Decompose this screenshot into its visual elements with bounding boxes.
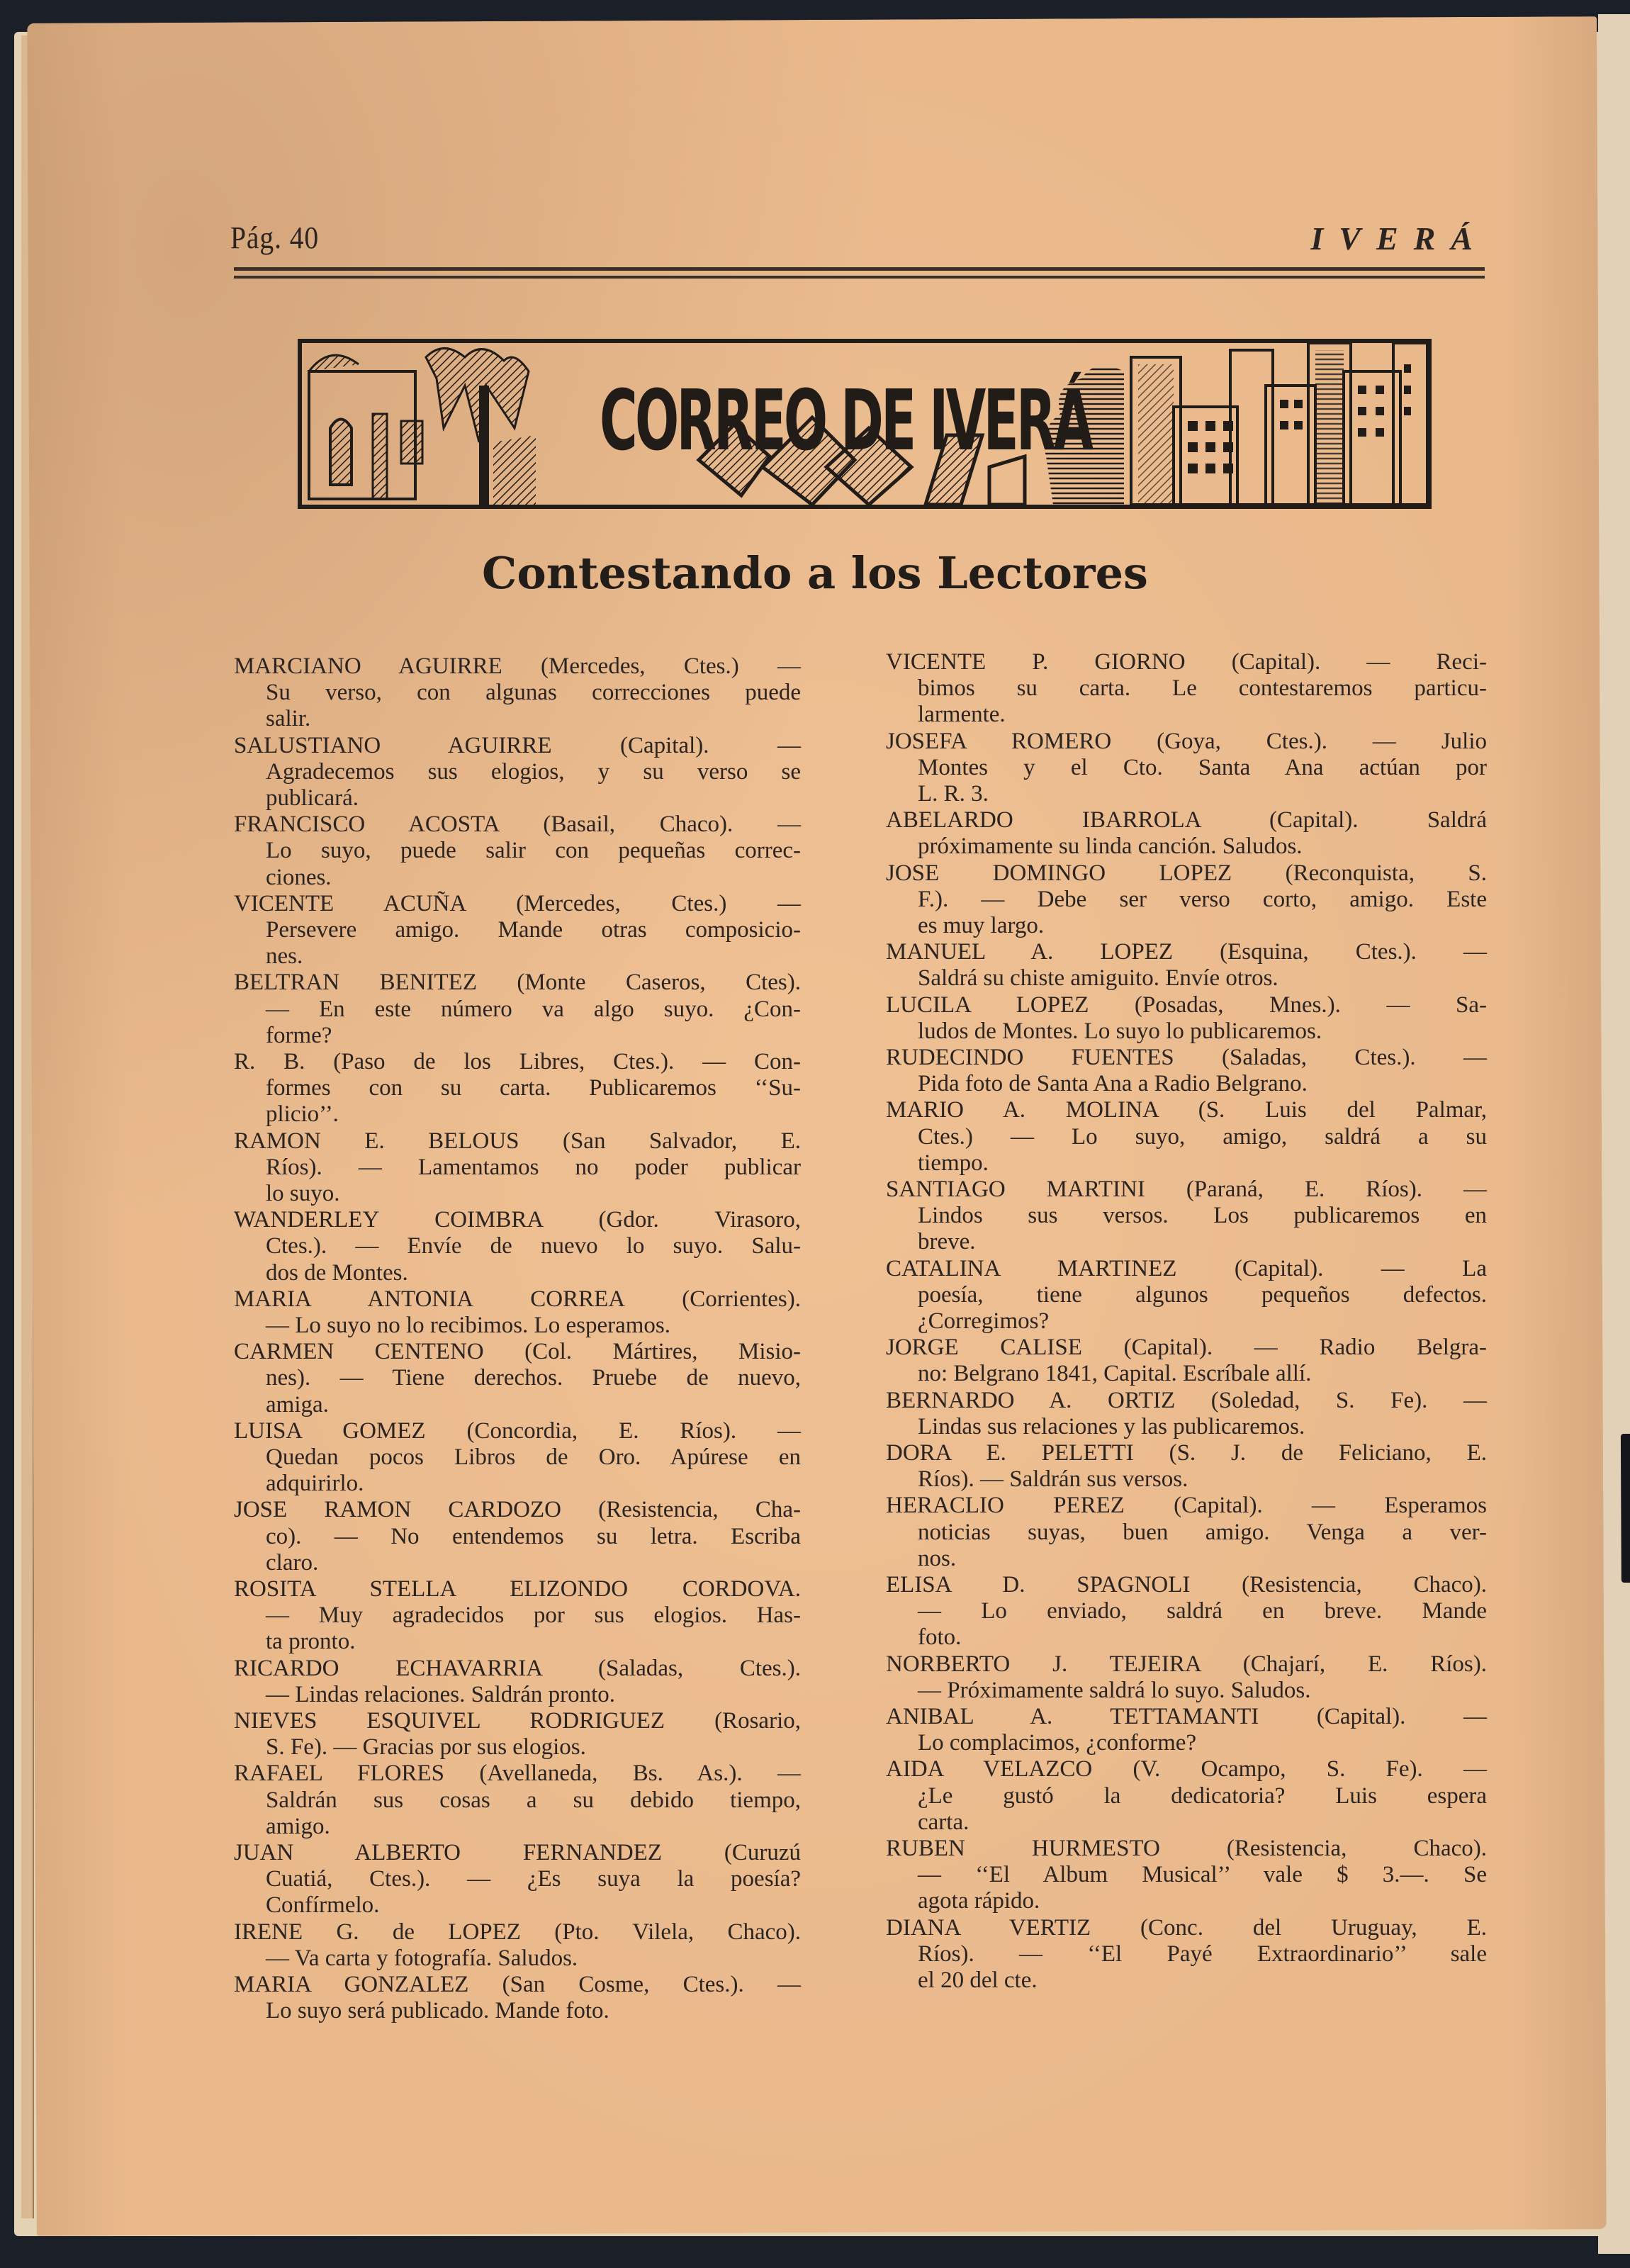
entry-name-line: ROSITA STELLA ELIZONDO CORDOVA. bbox=[234, 1576, 801, 1602]
entry-reply-line: foto. bbox=[918, 1624, 962, 1651]
entry-reply-line: bimos su carta. Le contestaremos particu- bbox=[918, 675, 1487, 702]
entry-reply-line: Ríos). — Lamentamos no poder publicar bbox=[266, 1154, 801, 1180]
entry-reply-line: no: Belgrano 1841, Capital. Escríbale allí. bbox=[918, 1361, 1312, 1387]
entry-name-line: ELISA D. SPAGNOLI (Resistencia, Chaco). bbox=[886, 1572, 1487, 1598]
section-title: Contestando a los Lectores bbox=[482, 547, 1148, 599]
entry-reply-line: — Lo enviado, saldrá en breve. Mande bbox=[918, 1598, 1487, 1624]
entry-reply-line: lo suyo. bbox=[266, 1181, 340, 1206]
entry-reply-line: amigo. bbox=[266, 1813, 330, 1839]
entry-name-line: NORBERTO J. TEJEIRA (Chajarí, E. Ríos). bbox=[886, 1651, 1487, 1677]
entry-name-line: MARCIANO AGUIRRE (Mercedes, Ctes.) — bbox=[234, 653, 801, 679]
entry-reply-line: Confírmelo. bbox=[266, 1892, 380, 1919]
entry-reply-line: Lo suyo será publicado. Mande foto. bbox=[266, 1998, 609, 2024]
entry-reply-line: L. R. 3. bbox=[918, 781, 989, 807]
entry-reply-line: breve. bbox=[918, 1229, 976, 1255]
banner-title: CORREO DE IVERÁ bbox=[600, 371, 1091, 469]
entry-reply-line: tiempo. bbox=[918, 1150, 989, 1176]
entry-reply-line: — Va carta y fotografía. Saludos. bbox=[266, 1945, 578, 1971]
header-rule-top bbox=[234, 267, 1485, 271]
entry-reply-line: — Lindas relaciones. Saldrán pronto. bbox=[266, 1681, 616, 1707]
entry-reply-line: ciones. bbox=[266, 864, 332, 890]
entry-name-line: NIEVES ESQUIVEL RODRIGUEZ (Rosario, bbox=[234, 1708, 801, 1734]
entry-reply-line: Agradecemos sus elogios, y su verso se bbox=[266, 758, 801, 785]
entry-reply-line: Montes y el Cto. Santa Ana actúan por bbox=[918, 754, 1487, 780]
entry-name-line: BERNARDO A. ORTIZ (Soledad, S. Fe). — bbox=[886, 1387, 1487, 1413]
entry-name-line: RUBEN HURMESTO (Resistencia, Chaco). bbox=[886, 1836, 1487, 1861]
entry-name-line: JORGE CALISE (Capital). — Radio Belgra- bbox=[886, 1335, 1487, 1361]
entry-reply-line: Ríos). — Saldrán sus versos. bbox=[918, 1466, 1188, 1493]
entry-name-line: MARIA ANTONIA CORREA (Corrientes). bbox=[234, 1286, 801, 1312]
entry-name-line: RAMON E. BELOUS (San Salvador, E. bbox=[234, 1128, 801, 1154]
entry-reply-line: Persevere amigo. Mande otras composicio- bbox=[266, 917, 801, 943]
entry-name-line: CATALINA MARTINEZ (Capital). — La bbox=[886, 1255, 1487, 1281]
entry-name-line: MARIO A. MOLINA (S. Luis del Palmar, bbox=[886, 1097, 1487, 1123]
entry-name-line: CARMEN CENTENO (Col. Mártires, Misio- bbox=[234, 1339, 801, 1365]
entry-name-line: ABELARDO IBARROLA (Capital). Saldrá bbox=[886, 807, 1487, 833]
entry-reply-line: Saldrán sus cosas a su debido tiempo, bbox=[266, 1787, 801, 1813]
entry-name-line: BELTRAN BENITEZ (Monte Caseros, Ctes). bbox=[234, 970, 801, 996]
entry-reply-line: Lindos sus versos. Los publicaremos en bbox=[918, 1203, 1487, 1229]
entry-name-line: RUDECINDO FUENTES (Saladas, Ctes.). — bbox=[886, 1045, 1487, 1070]
entry-reply-line: — En este número va algo suyo. ¿Con- bbox=[266, 996, 801, 1022]
entry-name-line: JOSE RAMON CARDOZO (Resistencia, Cha- bbox=[234, 1497, 801, 1523]
entry-reply-line: formes con su carta. Publicaremos ‘‘Su- bbox=[266, 1075, 801, 1101]
entry-name-line: DIANA VERTIZ (Conc. del Uruguay, E. bbox=[886, 1914, 1487, 1941]
entry-reply-line: — Lo suyo no lo recibimos. Lo esperamos. bbox=[266, 1313, 670, 1338]
entry-reply-line: co). — No entendemos su letra. Escriba bbox=[266, 1523, 801, 1549]
entry-reply-line: es muy largo. bbox=[918, 913, 1045, 938]
entry-reply-line: plicio’’. bbox=[266, 1101, 339, 1128]
entry-reply-line: amiga. bbox=[266, 1391, 329, 1418]
entry-name-line: MANUEL A. LOPEZ (Esquina, Ctes.). — bbox=[886, 939, 1487, 965]
entry-name-line: FRANCISCO ACOSTA (Basail, Chaco). — bbox=[234, 812, 801, 838]
entry-reply-line: Ríos). — ‘‘El Payé Extraordinario’’ sale bbox=[918, 1941, 1487, 1967]
entry-reply-line: publicará. bbox=[266, 785, 359, 811]
correo-banner bbox=[298, 339, 1432, 509]
entry-reply-line: Cuatiá, Ctes.). — ¿Es suya la poesía? bbox=[266, 1866, 801, 1892]
entry-name-line: LUISA GOMEZ (Concordia, E. Ríos). — bbox=[234, 1418, 801, 1444]
entry-reply-line: — Muy agradecidos por sus elogios. Has- bbox=[266, 1602, 801, 1629]
entry-reply-line: dos de Montes. bbox=[266, 1259, 408, 1286]
entry-name-line: IRENE G. de LOPEZ (Pto. Vilela, Chaco). bbox=[234, 1919, 801, 1945]
entry-name-line: JUAN ALBERTO FERNANDEZ (Curuzú bbox=[234, 1840, 801, 1865]
entry-name-line: HERACLIO PEREZ (Capital). — Esperamos bbox=[886, 1493, 1487, 1519]
entry-reply-line: Pida foto de Santa Ana a Radio Belgrano. bbox=[918, 1071, 1308, 1097]
entry-reply-line: Quedan pocos Libros de Oro. Apúrese en bbox=[266, 1444, 801, 1470]
page-header bbox=[230, 220, 1488, 255]
entry-reply-line: F.). — Debe ser verso corto, amigo. Este bbox=[918, 886, 1487, 912]
entry-reply-line: ¿Corregimos? bbox=[918, 1308, 1050, 1334]
page-number: Pág. 40 bbox=[230, 220, 320, 255]
entry-reply-line: nes). — Tiene derechos. Pruebe de nuevo, bbox=[266, 1365, 801, 1391]
entry-name-line: MARIA GONZALEZ (San Cosme, Ctes.). — bbox=[234, 1972, 801, 1997]
entry-reply-line: salir. bbox=[266, 706, 311, 732]
entry-reply-line: ta pronto. bbox=[266, 1629, 356, 1655]
entry-name-line: VICENTE P. GIORNO (Capital). — Reci- bbox=[886, 649, 1487, 675]
entry-name-line: SANTIAGO MARTINI (Paraná, E. Ríos). — bbox=[886, 1177, 1487, 1202]
entry-reply-line: forme? bbox=[266, 1022, 332, 1048]
entry-name-line: ANIBAL A. TETTAMANTI (Capital). — bbox=[886, 1704, 1487, 1729]
entry-reply-line: agota rápido. bbox=[918, 1888, 1040, 1914]
entry-name-line: AIDA VELAZCO (V. Ocampo, S. Fe). — bbox=[886, 1756, 1487, 1783]
entry-name-line: R. B. (Paso de los Libres, Ctes.). — Con- bbox=[234, 1049, 801, 1074]
entry-reply-line: — Próximamente saldrá lo suyo. Saludos. bbox=[918, 1677, 1311, 1703]
entry-reply-line: el 20 del cte. bbox=[918, 1967, 1038, 1993]
header-rule-bottom bbox=[234, 276, 1485, 279]
entry-reply-line: S. Fe). — Gracias por sus elogios. bbox=[266, 1734, 586, 1761]
entry-reply-line: noticias suyas, buen amigo. Venga a ver- bbox=[918, 1519, 1487, 1545]
magazine-name: IVERÁ bbox=[1310, 220, 1488, 257]
entry-reply-line: adquirirlo. bbox=[266, 1471, 364, 1497]
entry-reply-line: Lo suyo, puede salir con pequeñas correc- bbox=[266, 838, 801, 864]
entry-reply-line: ludos de Montes. Lo suyo lo publicaremos. bbox=[918, 1018, 1322, 1044]
entry-reply-line: nos. bbox=[918, 1545, 957, 1571]
entry-reply-line: Su verso, con algunas correcciones puede bbox=[266, 680, 801, 706]
entry-name-line: RAFAEL FLORES (Avellaneda, Bs. As.). — bbox=[234, 1761, 801, 1787]
entry-reply-line: Saldrá su chiste amiguito. Envíe otros. bbox=[918, 965, 1278, 992]
entry-name-line: SALUSTIANO AGUIRRE (Capital). — bbox=[234, 732, 801, 758]
page-tear bbox=[1621, 1434, 1630, 1583]
entry-reply-line: — ‘‘El Album Musical’’ vale $ 3.—. Se bbox=[918, 1862, 1487, 1888]
entry-reply-line: larmente. bbox=[918, 702, 1006, 728]
entry-reply-line: Lo complacimos, ¿conforme? bbox=[918, 1730, 1197, 1756]
entry-reply-line: carta. bbox=[918, 1809, 969, 1835]
entry-reply-line: próximamente su linda canción. Saludos. bbox=[918, 833, 1303, 860]
entry-reply-line: poesía, tiene algunos pequeños defectos. bbox=[918, 1281, 1487, 1308]
entry-reply-line: Lindas sus relaciones y las publicaremos. bbox=[918, 1413, 1305, 1439]
entry-name-line: JOSE DOMINGO LOPEZ (Reconquista, S. bbox=[886, 860, 1487, 886]
entry-name-line: JOSEFA ROMERO (Goya, Ctes.). — Julio bbox=[886, 728, 1487, 754]
entry-reply-line: Ctes.) — Lo suyo, amigo, saldrá a su bbox=[918, 1123, 1487, 1150]
entry-reply-line: Ctes.). — Envíe de nuevo lo suyo. Salu- bbox=[266, 1233, 801, 1259]
entry-name-line: RICARDO ECHAVARRIA (Saladas, Ctes.). bbox=[234, 1655, 801, 1681]
entry-name-line: DORA E. PELETTI (S. J. de Feliciano, E. bbox=[886, 1440, 1487, 1466]
entry-name-line: VICENTE ACUÑA (Mercedes, Ctes.) — bbox=[234, 890, 801, 916]
entry-reply-line: nes. bbox=[266, 943, 303, 970]
entry-reply-line: claro. bbox=[266, 1549, 319, 1576]
entry-name-line: WANDERLEY COIMBRA (Gdor. Virasoro, bbox=[234, 1207, 801, 1233]
entry-reply-line: ¿Le gustó la dedicatoria? Luis espera bbox=[918, 1783, 1487, 1809]
entry-name-line: LUCILA LOPEZ (Posadas, Mnes.). — Sa- bbox=[886, 992, 1487, 1018]
